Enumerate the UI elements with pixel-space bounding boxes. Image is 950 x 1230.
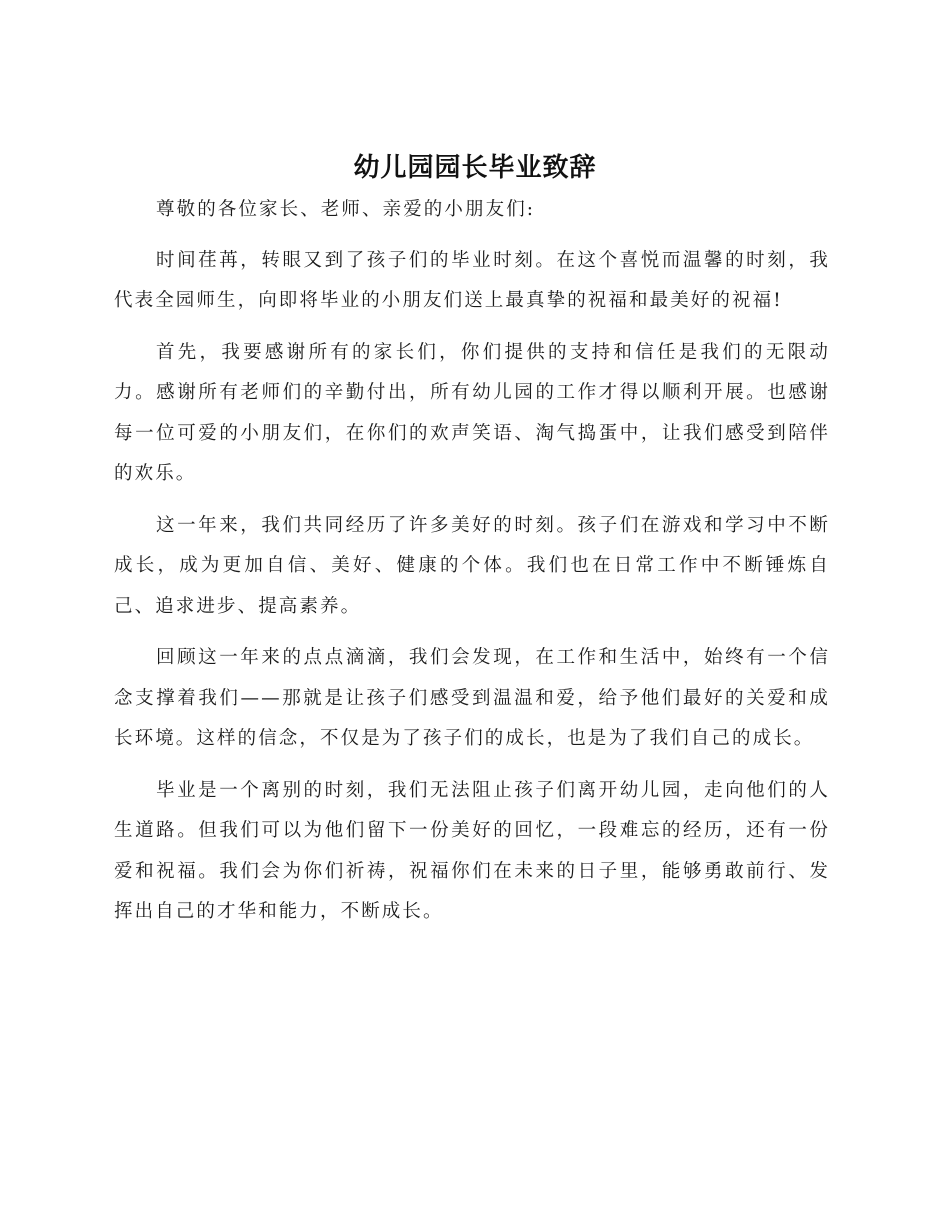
document-body (114, 190, 830, 944)
document-title: 幼儿园园长毕业致辞 (353, 153, 597, 183)
paragraph-4: 回顾这一年来的点点滴滴，我们会发现，在工作和生活中，始终有一个信念支撑着我们——那就是让孩子们感受到温温和爱，给予他们最好的关爱和成长环境。这样的信念，不仅是为了孩子们的成长，也是为了我们自己的成长。 (114, 647, 830, 749)
paragraph-1: 时间荏苒，转眼又到了孩子们的毕业时刻。在这个喜悦而温馨的时刻，我代表全园师生，向即将毕业的小朋友们送上最真挚的祝福和最美好的祝福! (114, 249, 830, 311)
paragraph-2: 首先，我要感谢所有的家长们，你们提供的支持和信任是我们的无限动力。感谢所有老师们的辛勤付出，所有幼儿园的工作才得以顺利开展。也感谢每一位可爱的小朋友们，在你们的欢声笑语、淘气捣蛋中，让我们感受到陪伴的欢乐。 (114, 341, 830, 484)
paragraph-3: 这一年来，我们共同经历了许多美好的时刻。孩子们在游戏和学习中不断成长，成为更加自信、美好、健康的个体。我们也在日常工作中不断锤炼自己、追求进步、提高素养。 (114, 514, 830, 617)
salutation: 尊敬的各位家长、老师、亲爱的小朋友们: (156, 199, 536, 220)
paragraph-5: 毕业是一个离别的时刻，我们无法阻止孩子们离开幼儿园，走向他们的人生道路。但我们可以为他们留下一份美好的回忆，一段难忘的经历，还有一份爱和祝福。我们会为你们祈祷，祝福你们在未来的日子里，能够勇敢前行、发挥出自己的才华和能力，不断成长。 (114, 779, 830, 922)
